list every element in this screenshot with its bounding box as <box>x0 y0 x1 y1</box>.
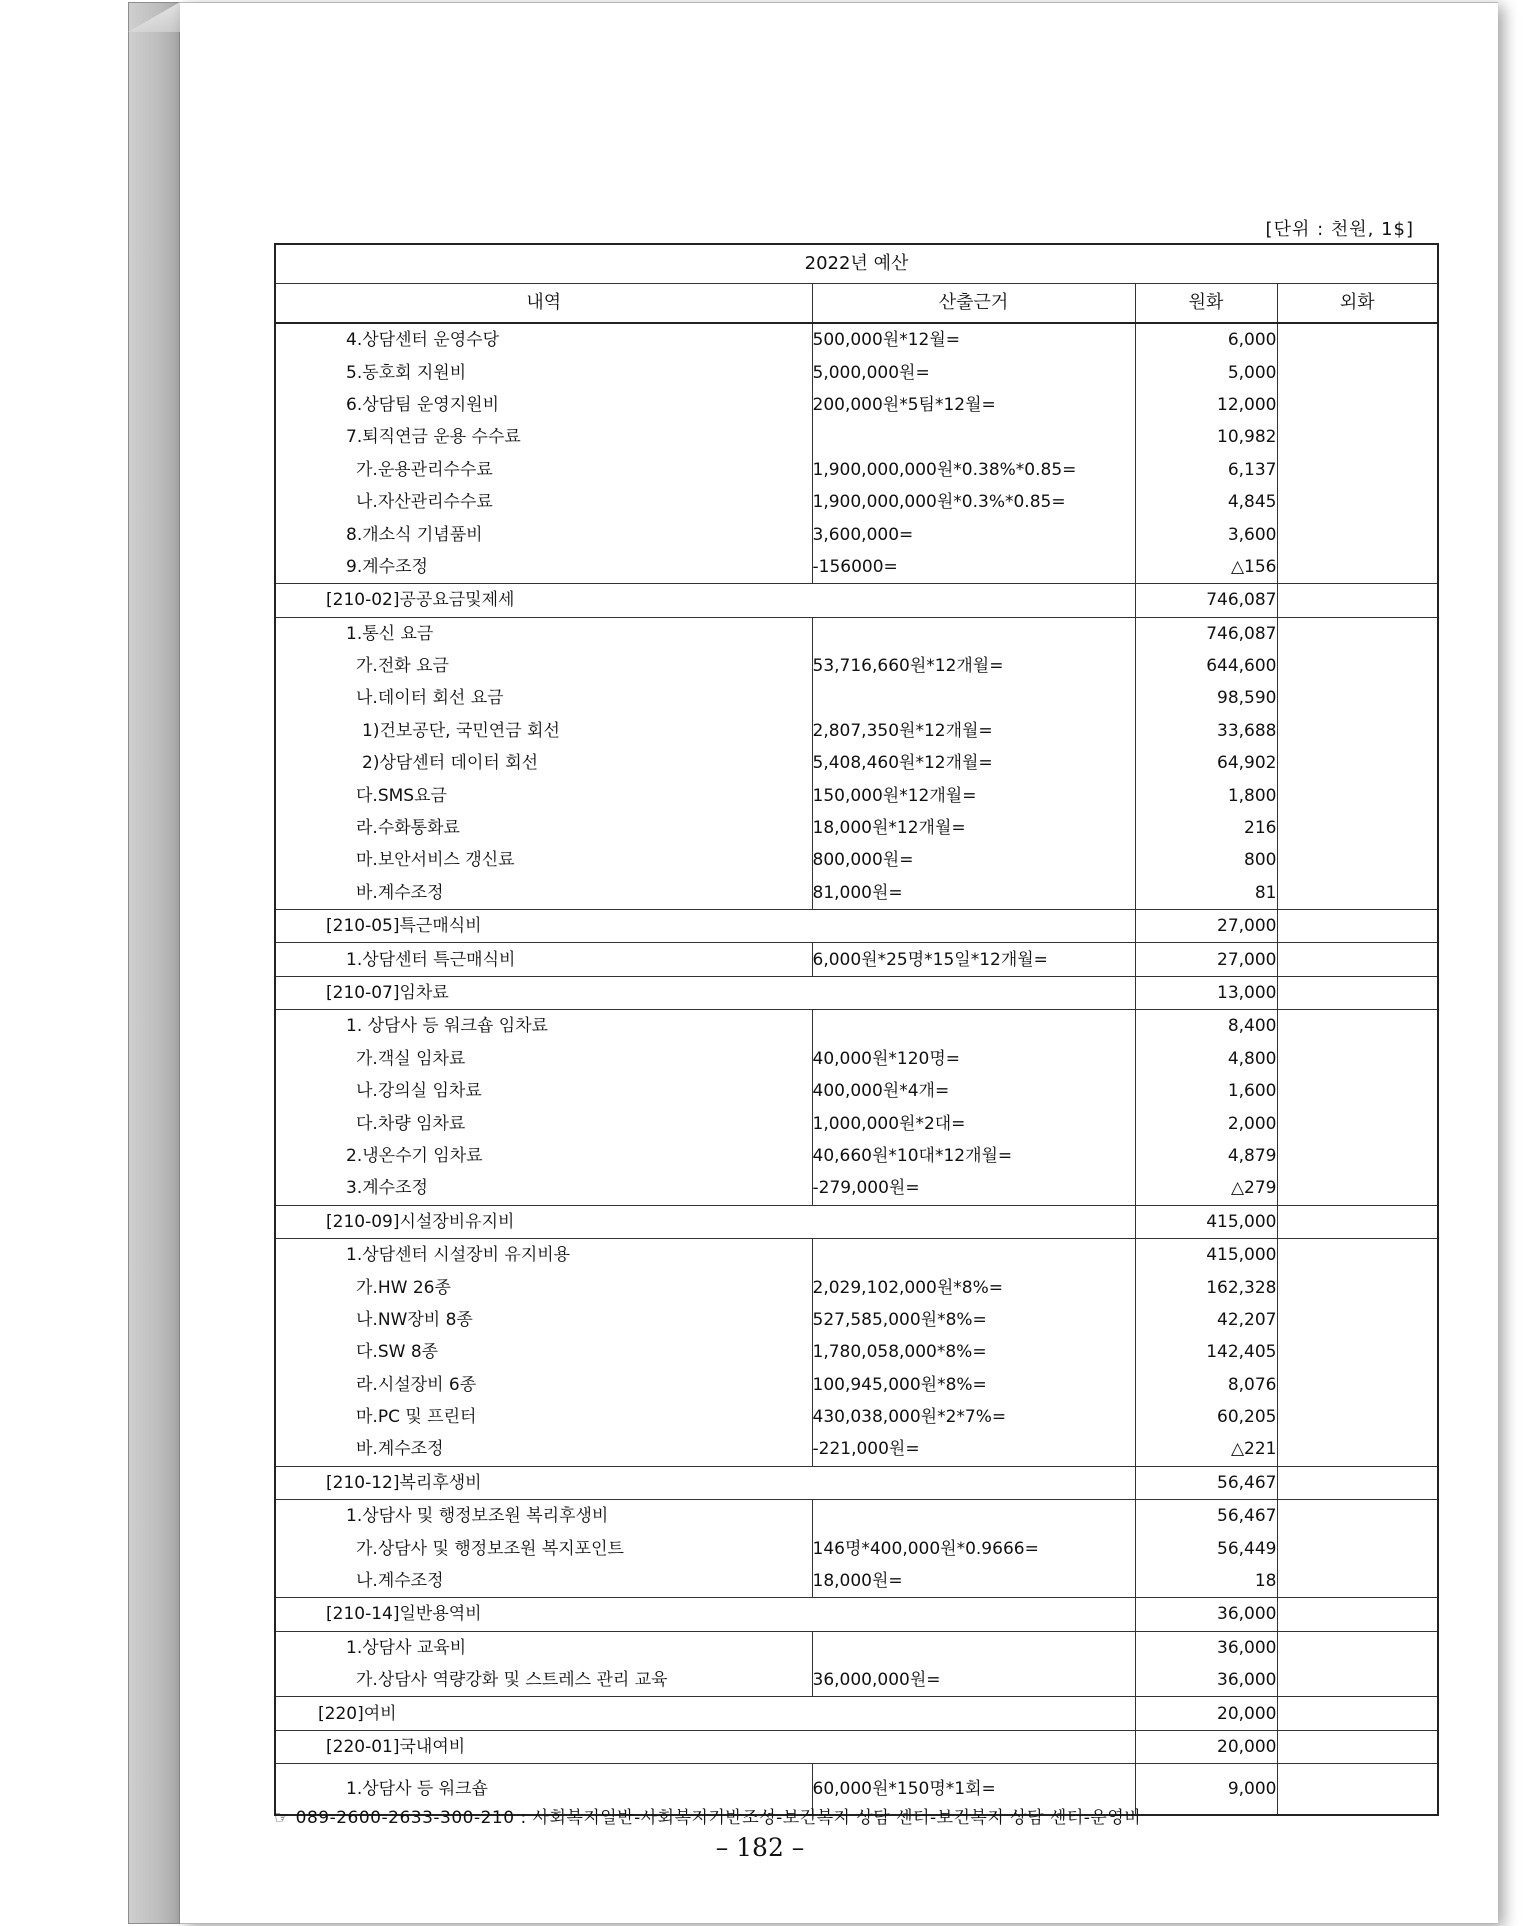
table-row <box>275 812 1438 844</box>
row-description: 가.상담사 역량강화 및 스트레스 관리 교육 <box>275 1664 812 1697</box>
row-description: 가.전화 요금 <box>275 650 812 682</box>
unit-label: [단위 : 천원, 1$] <box>1265 219 1414 240</box>
row-basis: 1,780,058,000*8%= <box>812 1336 1135 1368</box>
row-description: 5.동호회 지원비 <box>275 356 812 388</box>
row-krw-amount: 56,467 <box>1135 1466 1277 1499</box>
table-row <box>275 1271 1438 1303</box>
row-basis: -279,000원= <box>812 1172 1135 1205</box>
row-basis: -221,000원= <box>812 1433 1135 1466</box>
row-basis: 100,945,000원*8%= <box>812 1369 1135 1401</box>
row-foreign-amount <box>1277 1697 1438 1730</box>
row-krw-amount: 8,076 <box>1135 1369 1277 1401</box>
table-row <box>275 1697 1438 1730</box>
row-description: 다.SW 8종 <box>275 1336 812 1368</box>
row-foreign-amount <box>1277 877 1438 910</box>
row-basis: 1,000,000원*2대= <box>812 1107 1135 1139</box>
row-description: 가.HW 26종 <box>275 1271 812 1303</box>
row-basis: 40,660원*10대*12개월= <box>812 1140 1135 1172</box>
row-krw-amount: 27,000 <box>1135 910 1277 943</box>
row-basis: 400,000원*4개= <box>812 1075 1135 1107</box>
row-foreign-amount <box>1277 584 1438 617</box>
row-krw-amount: 1,800 <box>1135 779 1277 811</box>
table-row <box>275 551 1438 584</box>
table-title: 2022년 예산 <box>275 244 1438 284</box>
row-description: 나.자산관리수수료 <box>275 486 812 518</box>
header-basis: 산출근거 <box>812 284 1135 324</box>
row-krw-amount: 415,000 <box>1135 1238 1277 1271</box>
row-description: [210-12]복리후생비 <box>275 1466 1135 1499</box>
row-description: 라.수화통화료 <box>275 812 812 844</box>
table-row <box>275 1010 1438 1043</box>
table-row <box>275 976 1438 1009</box>
row-foreign-amount <box>1277 1238 1438 1271</box>
table-row <box>275 1205 1438 1238</box>
row-description: 마.PC 및 프린터 <box>275 1401 812 1433</box>
row-foreign-amount <box>1277 1631 1438 1664</box>
row-basis: 150,000원*12개월= <box>812 779 1135 811</box>
table-row <box>275 323 1438 356</box>
row-krw-amount: 3,600 <box>1135 518 1277 550</box>
document-page <box>180 2 1498 1924</box>
table-row <box>275 1730 1438 1763</box>
table-row <box>275 682 1438 714</box>
row-foreign-amount <box>1277 844 1438 876</box>
row-description: 가.객실 임차료 <box>275 1043 812 1075</box>
row-basis: 146명*400,000원*0.9666= <box>812 1532 1135 1564</box>
row-description: 2)상담센터 데이터 회선 <box>275 747 812 779</box>
row-basis: 60,000원*150명*1회= <box>812 1764 1135 1816</box>
table-row <box>275 1598 1438 1631</box>
row-description: [210-14]일반용역비 <box>275 1598 1135 1631</box>
row-foreign-amount <box>1277 943 1438 976</box>
row-description: 1.상담사 등 워크숍 <box>275 1764 812 1816</box>
row-description: 1)건보공단, 국민연금 회선 <box>275 715 812 747</box>
table-row <box>275 1238 1438 1271</box>
row-foreign-amount <box>1277 1500 1438 1533</box>
row-description: 1. 상담사 등 워크숍 임차료 <box>275 1010 812 1043</box>
table-row <box>275 486 1438 518</box>
book-spine <box>128 2 180 1924</box>
row-basis: 500,000원*12월= <box>812 323 1135 356</box>
row-basis <box>812 1238 1135 1271</box>
row-description: 나.데이터 회선 요금 <box>275 682 812 714</box>
table-row <box>275 1532 1438 1564</box>
row-basis: 18,000원= <box>812 1565 1135 1598</box>
row-description: 7.퇴직연금 운용 수수료 <box>275 421 812 453</box>
row-basis <box>812 682 1135 714</box>
table-row <box>275 1401 1438 1433</box>
row-krw-amount: 18 <box>1135 1565 1277 1598</box>
row-basis: 81,000원= <box>812 877 1135 910</box>
row-krw-amount: 36,000 <box>1135 1664 1277 1697</box>
row-basis: 53,716,660원*12개월= <box>812 650 1135 682</box>
row-krw-amount: 60,205 <box>1135 1401 1277 1433</box>
row-foreign-amount <box>1277 1664 1438 1697</box>
row-krw-amount: 4,845 <box>1135 486 1277 518</box>
table-row <box>275 454 1438 486</box>
table-row <box>275 844 1438 876</box>
row-description: 1.통신 요금 <box>275 617 812 650</box>
row-foreign-amount <box>1277 1764 1438 1816</box>
row-krw-amount: 12,000 <box>1135 389 1277 421</box>
row-basis: 1,900,000,000원*0.38%*0.85= <box>812 454 1135 486</box>
row-foreign-amount <box>1277 486 1438 518</box>
table-row <box>275 1466 1438 1499</box>
row-foreign-amount <box>1277 1730 1438 1763</box>
row-description: 1.상담센터 시설장비 유지비용 <box>275 1238 812 1271</box>
table-row <box>275 1107 1438 1139</box>
table-row <box>275 1304 1438 1336</box>
row-foreign-amount <box>1277 1010 1438 1043</box>
row-krw-amount: 800 <box>1135 844 1277 876</box>
table-row <box>275 747 1438 779</box>
row-description: 4.상담센터 운영수당 <box>275 323 812 356</box>
row-krw-amount: 4,800 <box>1135 1043 1277 1075</box>
row-description: 6.상담팀 운영지원비 <box>275 389 812 421</box>
table-row <box>275 943 1438 976</box>
row-basis <box>812 1010 1135 1043</box>
row-basis: 527,585,000원*8%= <box>812 1304 1135 1336</box>
row-krw-amount: 6,137 <box>1135 454 1277 486</box>
table-row <box>275 421 1438 453</box>
row-description: 가.운용관리수수료 <box>275 454 812 486</box>
row-krw-amount: △221 <box>1135 1433 1277 1466</box>
table-row <box>275 1043 1438 1075</box>
row-krw-amount: 20,000 <box>1135 1697 1277 1730</box>
row-description: 가.상담사 및 행정보조원 복지포인트 <box>275 1532 812 1564</box>
row-foreign-amount <box>1277 812 1438 844</box>
row-krw-amount: 8,400 <box>1135 1010 1277 1043</box>
row-krw-amount: △156 <box>1135 551 1277 584</box>
row-foreign-amount <box>1277 421 1438 453</box>
row-description: 1.상담센터 특근매식비 <box>275 943 812 976</box>
row-description: [210-05]특근매식비 <box>275 910 1135 943</box>
table-row <box>275 584 1438 617</box>
row-krw-amount: 142,405 <box>1135 1336 1277 1368</box>
row-description: 9.계수조정 <box>275 551 812 584</box>
row-basis: 5,408,460원*12개월= <box>812 747 1135 779</box>
row-foreign-amount <box>1277 1433 1438 1466</box>
row-basis <box>812 1631 1135 1664</box>
row-description: [210-07]임차료 <box>275 976 1135 1009</box>
table-row <box>275 715 1438 747</box>
row-description: [220-01]국내여비 <box>275 1730 1135 1763</box>
row-foreign-amount <box>1277 1304 1438 1336</box>
row-basis: 36,000,000원= <box>812 1664 1135 1697</box>
row-basis: 40,000원*120명= <box>812 1043 1135 1075</box>
row-foreign-amount <box>1277 1336 1438 1368</box>
row-basis: 800,000원= <box>812 844 1135 876</box>
table-row <box>275 1140 1438 1172</box>
page-number: – 182 – <box>715 1833 805 1862</box>
row-krw-amount: 644,600 <box>1135 650 1277 682</box>
row-basis: 200,000원*5팀*12월= <box>812 389 1135 421</box>
table-row <box>275 1500 1438 1533</box>
row-krw-amount: 33,688 <box>1135 715 1277 747</box>
row-krw-amount: △279 <box>1135 1172 1277 1205</box>
row-krw-amount: 162,328 <box>1135 1271 1277 1303</box>
row-description: 다.SMS요금 <box>275 779 812 811</box>
table-row <box>275 1631 1438 1664</box>
account-code-note: ☞ 089-2600-2633-300-210 : 사회복지일반-사회복지기반조성-보건복지 상담 센터-보건복지 상담 센터-운영비 <box>274 1808 1142 1828</box>
table-row <box>275 1433 1438 1466</box>
row-foreign-amount <box>1277 650 1438 682</box>
row-basis: 430,038,000원*2*7%= <box>812 1401 1135 1433</box>
row-description: [210-09]시설장비유지비 <box>275 1205 1135 1238</box>
row-description: 마.보안서비스 갱신료 <box>275 844 812 876</box>
row-description: 8.개소식 기념품비 <box>275 518 812 550</box>
table-row <box>275 877 1438 910</box>
header-foreign: 외화 <box>1277 284 1438 324</box>
row-foreign-amount <box>1277 1205 1438 1238</box>
table-row <box>275 617 1438 650</box>
row-basis: 2,029,102,000원*8%= <box>812 1271 1135 1303</box>
table-row <box>275 518 1438 550</box>
row-foreign-amount <box>1277 1075 1438 1107</box>
row-description: 나.계수조정 <box>275 1565 812 1598</box>
table-row <box>275 389 1438 421</box>
row-krw-amount: 27,000 <box>1135 943 1277 976</box>
row-foreign-amount <box>1277 1107 1438 1139</box>
row-foreign-amount <box>1277 1466 1438 1499</box>
row-foreign-amount <box>1277 1532 1438 1564</box>
table-row <box>275 1369 1438 1401</box>
row-basis: 2,807,350원*12개월= <box>812 715 1135 747</box>
row-krw-amount: 56,449 <box>1135 1532 1277 1564</box>
row-basis: 3,600,000= <box>812 518 1135 550</box>
table-row <box>275 910 1438 943</box>
row-krw-amount: 36,000 <box>1135 1598 1277 1631</box>
row-description: 3.계수조정 <box>275 1172 812 1205</box>
row-krw-amount: 4,879 <box>1135 1140 1277 1172</box>
row-description: 2.냉온수기 임차료 <box>275 1140 812 1172</box>
row-krw-amount: 746,087 <box>1135 617 1277 650</box>
row-foreign-amount <box>1277 779 1438 811</box>
row-basis <box>812 421 1135 453</box>
budget-table <box>274 243 1439 1816</box>
row-krw-amount: 42,207 <box>1135 1304 1277 1336</box>
row-description: 나.강의실 임차료 <box>275 1075 812 1107</box>
table-row <box>275 1336 1438 1368</box>
row-foreign-amount <box>1277 518 1438 550</box>
row-description: 라.시설장비 6종 <box>275 1369 812 1401</box>
row-foreign-amount <box>1277 715 1438 747</box>
row-krw-amount: 56,467 <box>1135 1500 1277 1533</box>
row-basis: 6,000원*25명*15일*12개월= <box>812 943 1135 976</box>
row-foreign-amount <box>1277 323 1438 356</box>
row-krw-amount: 81 <box>1135 877 1277 910</box>
table-row <box>275 1075 1438 1107</box>
row-foreign-amount <box>1277 910 1438 943</box>
row-foreign-amount <box>1277 389 1438 421</box>
row-foreign-amount <box>1277 617 1438 650</box>
row-foreign-amount <box>1277 682 1438 714</box>
table-row <box>275 356 1438 388</box>
row-description: 1.상담사 교육비 <box>275 1631 812 1664</box>
row-description: [210-02]공공요금및제세 <box>275 584 1135 617</box>
table-body <box>275 323 1438 1815</box>
row-krw-amount: 20,000 <box>1135 1730 1277 1763</box>
row-foreign-amount <box>1277 1140 1438 1172</box>
row-description: 바.계수조정 <box>275 877 812 910</box>
row-krw-amount: 9,000 <box>1135 1764 1277 1816</box>
row-foreign-amount <box>1277 747 1438 779</box>
row-description: [220]여비 <box>275 1697 1135 1730</box>
row-krw-amount: 415,000 <box>1135 1205 1277 1238</box>
row-foreign-amount <box>1277 1271 1438 1303</box>
row-krw-amount: 10,982 <box>1135 421 1277 453</box>
row-foreign-amount <box>1277 551 1438 584</box>
row-foreign-amount <box>1277 1401 1438 1433</box>
row-krw-amount: 36,000 <box>1135 1631 1277 1664</box>
row-krw-amount: 746,087 <box>1135 584 1277 617</box>
header-desc: 내역 <box>275 284 812 324</box>
row-krw-amount: 98,590 <box>1135 682 1277 714</box>
row-krw-amount: 2,000 <box>1135 1107 1277 1139</box>
row-foreign-amount <box>1277 1369 1438 1401</box>
row-foreign-amount <box>1277 976 1438 1009</box>
table-row <box>275 779 1438 811</box>
row-foreign-amount <box>1277 356 1438 388</box>
row-description: 다.차량 임차료 <box>275 1107 812 1139</box>
row-foreign-amount <box>1277 1565 1438 1598</box>
table-row <box>275 1565 1438 1598</box>
row-krw-amount: 6,000 <box>1135 323 1277 356</box>
row-basis: 5,000,000원= <box>812 356 1135 388</box>
row-basis: -156000= <box>812 551 1135 584</box>
row-description: 바.계수조정 <box>275 1433 812 1466</box>
row-krw-amount: 216 <box>1135 812 1277 844</box>
row-basis: 18,000원*12개월= <box>812 812 1135 844</box>
row-krw-amount: 5,000 <box>1135 356 1277 388</box>
row-foreign-amount <box>1277 454 1438 486</box>
table-row <box>275 1664 1438 1697</box>
row-basis <box>812 1500 1135 1533</box>
row-description: 나.NW장비 8종 <box>275 1304 812 1336</box>
row-basis <box>812 617 1135 650</box>
table-row <box>275 650 1438 682</box>
header-krw: 원화 <box>1135 284 1277 324</box>
row-krw-amount: 1,600 <box>1135 1075 1277 1107</box>
row-basis: 1,900,000,000원*0.3%*0.85= <box>812 486 1135 518</box>
table-row <box>275 1172 1438 1205</box>
row-krw-amount: 13,000 <box>1135 976 1277 1009</box>
row-foreign-amount <box>1277 1043 1438 1075</box>
row-description: 1.상담사 및 행정보조원 복리후생비 <box>275 1500 812 1533</box>
row-foreign-amount <box>1277 1598 1438 1631</box>
row-foreign-amount <box>1277 1172 1438 1205</box>
row-krw-amount: 64,902 <box>1135 747 1277 779</box>
